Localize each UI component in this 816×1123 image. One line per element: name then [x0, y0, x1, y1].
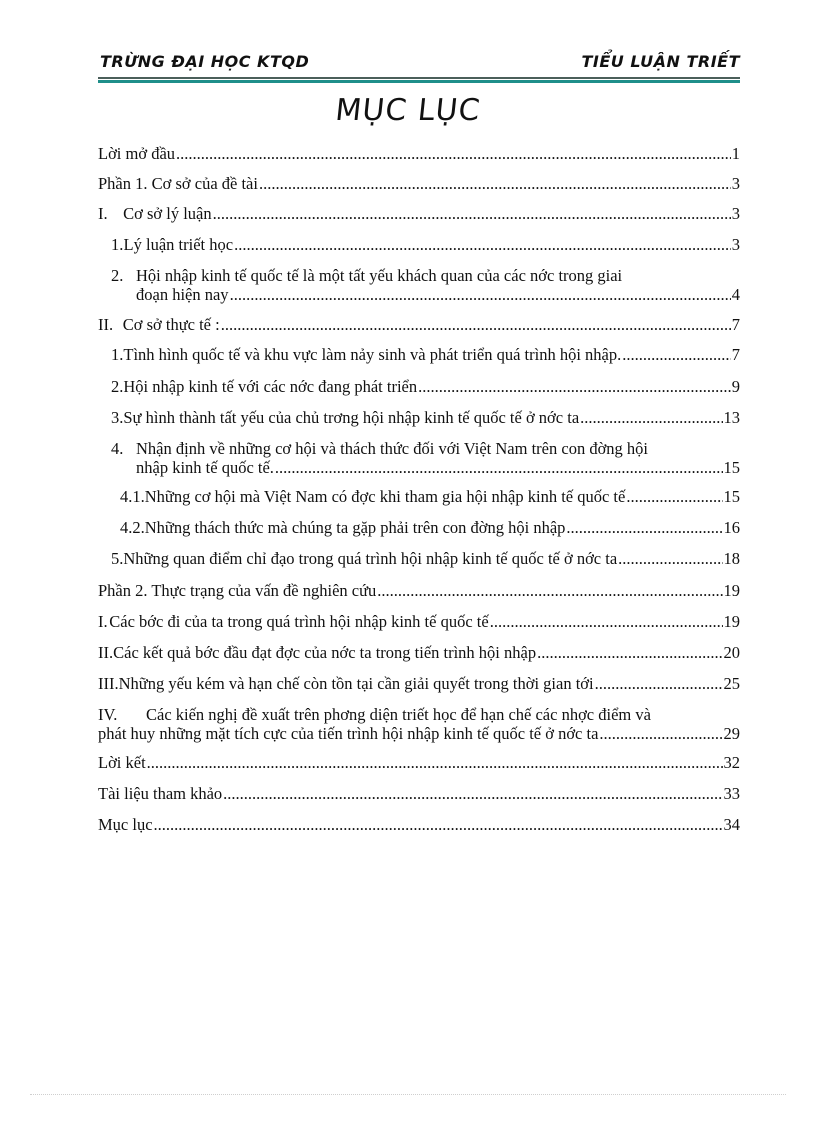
toc-number: III. [98, 674, 119, 693]
toc-entry[interactable] [98, 814, 740, 836]
toc-page: 33 [723, 784, 740, 803]
toc-number: 4. [111, 439, 124, 458]
toc-entry[interactable] [98, 517, 740, 539]
toc-label: Lời mở đầu [98, 144, 176, 163]
toc-page: 9 [731, 377, 740, 396]
toc-number: 4.2. [120, 518, 145, 537]
toc-page: 7 [731, 345, 740, 364]
toc-label: Mục lục [98, 815, 153, 834]
toc-entry[interactable] [98, 486, 740, 508]
toc-label: Lời kết [98, 753, 146, 772]
toc-label: Sự hình thành tất yếu của chủ trơng hội nhập kinh tế quốc tế ở nớc ta [123, 408, 580, 427]
toc-entry[interactable] [98, 673, 740, 695]
toc-label: Các kết quả bớc đầu đạt đợc của nớc ta trong tiến trình hội nhập [113, 643, 537, 662]
toc-entry[interactable] [98, 580, 740, 602]
toc-page: 18 [723, 549, 740, 568]
toc-number: 4.1. [120, 487, 145, 506]
toc-label: Tình hình quốc tế và khu vực làm nảy sinh và phát triển quá trình hội nhập. [123, 345, 622, 364]
toc-label: Những cơ hội mà Việt Nam có đợc khi tham gia hội nhập kinh tế quốc tế [144, 487, 626, 506]
toc-entry[interactable] [98, 642, 740, 664]
toc-entry[interactable] [98, 407, 740, 429]
toc-page: 19 [723, 581, 740, 600]
toc-entry[interactable] [98, 783, 740, 805]
toc-page: 3 [731, 204, 740, 223]
toc-page: 4 [731, 285, 740, 304]
toc-number: 2. [111, 377, 124, 396]
toc-entry[interactable] [98, 314, 740, 336]
toc-page: 20 [723, 643, 740, 662]
toc-page: 15 [723, 458, 740, 477]
toc-page: 16 [723, 518, 740, 537]
toc-label: Những quan điểm chỉ đạo trong quá trình hội nhập kinh tế quốc tế ở nớc ta [123, 549, 618, 568]
toc-page: 13 [723, 408, 740, 427]
toc-number: II. [98, 315, 114, 334]
toc-entry[interactable] [98, 173, 740, 195]
toc-page: 15 [723, 487, 740, 506]
toc-label: Những yếu kém và hạn chế còn tồn tại cần giải quyết trong thời gian tới [118, 674, 594, 693]
toc-label-first-line: Hội nhập kinh tế quốc tế là một tất yếu khách quan của các nớc trong giai [136, 266, 623, 285]
toc-page: 3 [731, 235, 740, 254]
toc-number: 5. [111, 549, 124, 568]
toc-page: 3 [731, 174, 740, 193]
toc-label: Lý luận triết học [123, 235, 234, 254]
toc-number: 1. [111, 235, 124, 254]
toc-label: Cơ sở thực tế : [122, 315, 220, 334]
page-title: MỤC LỤC [333, 93, 483, 128]
toc-entry[interactable] [98, 439, 740, 477]
toc-label: Phần 1. Cơ sở của đề tài [98, 174, 258, 193]
toc-number: 3. [111, 408, 124, 427]
header-doc-type: TIỂU LUẬN TRIẾT [581, 52, 740, 71]
toc-label: Phần 2. Thực trạng của vấn đề nghiên cứu [98, 581, 377, 600]
header-school: TRỪNG ĐẠI HỌC KTQD [100, 52, 310, 71]
toc-label: Các bớc đi của ta trong quá trình hội nhập kinh tế quốc tế [109, 612, 489, 631]
toc-number: 2. [111, 266, 124, 285]
toc-entry[interactable] [98, 752, 740, 774]
toc-label: đoạn hiện nay [136, 285, 229, 304]
toc-number: I. [98, 612, 108, 631]
toc-label: phát huy những mặt tích cực của tiến trình hội nhập kinh tế quốc tế ở nớc ta [98, 724, 599, 743]
toc-number: I. [98, 204, 108, 223]
toc-entry[interactable] [98, 266, 740, 304]
toc-number: II. [98, 643, 114, 662]
toc-label: nhập kinh tế quốc tế. [136, 458, 274, 477]
toc-label-first-line: Nhận định về những cơ hội và thách thức đối với Việt Nam trên con đờng hội [136, 439, 648, 458]
header-rule-accent [98, 80, 740, 83]
toc-entry[interactable] [98, 705, 740, 743]
toc-page: 25 [723, 674, 740, 693]
toc-page: 29 [723, 724, 740, 743]
toc-page: 1 [731, 144, 740, 163]
toc-entry[interactable] [98, 234, 740, 256]
toc-label-first-line: Các kiến nghị đề xuất trên phơng diện triết học để hạn chế các nhợc điểm và [146, 705, 651, 724]
toc-label: Hội nhập kinh tế với các nớc đang phát triển [123, 377, 418, 396]
toc-label: Những thách thức mà chúng ta gặp phải trên con đờng hội nhập [144, 518, 566, 537]
toc-page: 19 [723, 612, 740, 631]
toc-entry[interactable] [98, 203, 740, 225]
header-rule [98, 77, 740, 79]
toc-entry[interactable] [98, 548, 740, 570]
toc-page: 32 [723, 753, 740, 772]
toc-entry[interactable] [98, 344, 740, 366]
toc-entry[interactable] [98, 143, 740, 165]
toc-entry[interactable] [98, 611, 740, 633]
toc-number: 1. [111, 345, 124, 364]
toc-page: 7 [731, 315, 740, 334]
toc-number: IV. [98, 705, 118, 724]
toc-label: Tài liệu tham khảo [98, 784, 223, 803]
toc-label: Cơ sở lý luận [123, 204, 212, 223]
page-bottom-border [30, 1094, 786, 1095]
toc-entry[interactable] [98, 376, 740, 398]
toc-page: 34 [723, 815, 740, 834]
